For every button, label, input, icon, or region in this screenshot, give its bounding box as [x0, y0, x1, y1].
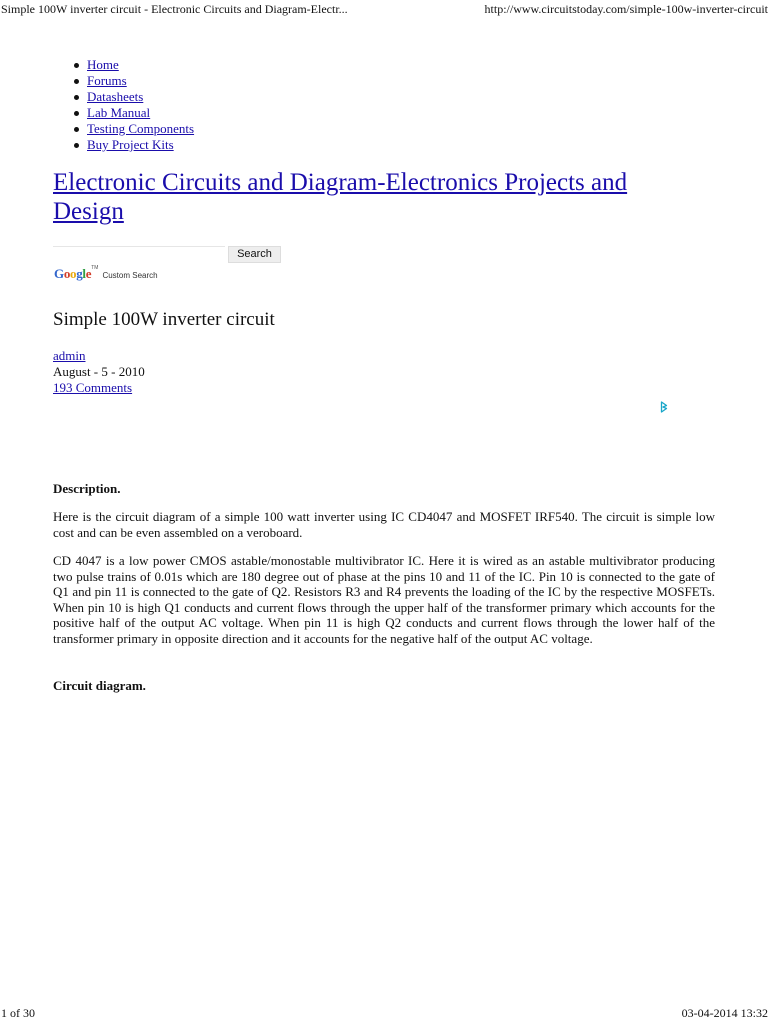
- nav-link-lab-manual[interactable]: Lab Manual: [87, 105, 151, 120]
- nav-item-testing-components: [70, 121, 194, 137]
- nav-item-datasheets: [70, 89, 194, 105]
- post-comments-link[interactable]: 193 Comments: [53, 380, 133, 395]
- post-author-link[interactable]: admin: [53, 348, 86, 363]
- post-title: Simple 100W inverter circuit: [53, 309, 275, 330]
- site-title: [53, 168, 693, 226]
- search-button[interactable]: Search: [228, 246, 281, 263]
- nav-link-home[interactable]: Home: [87, 57, 119, 72]
- page-number: 1 of 30: [1, 1006, 35, 1020]
- bullet-icon: [74, 143, 79, 148]
- post-meta: [53, 348, 145, 396]
- nav-link-buy-project-kits[interactable]: Buy Project Kits: [87, 137, 174, 152]
- nav-item-home: [70, 57, 194, 73]
- site-title-link[interactable]: Electronic Circuits and Diagram-Electronics Projects and Design: [53, 169, 628, 225]
- print-header: [1, 2, 768, 18]
- bullet-icon: [74, 63, 79, 68]
- nav-link-testing-components[interactable]: Testing Components: [87, 121, 195, 136]
- bullet-icon: [74, 111, 79, 116]
- ad-choices-icon[interactable]: [660, 401, 668, 413]
- print-footer: [1, 1006, 768, 1022]
- description-paragraph-2: CD 4047 is a low power CMOS astable/monostable multivibrator IC. Here it is wired as an astable multivibrator producing two pulse trains of 0.01s which are 180 degree out of phase at the pins 10 and 11 of the IC. Pin 10 is connected to the gate of Q1 and pin 11 is connected to the gate of Q2. Resistors R3 and R4 prevents the loading of the IC by the respective MOSFETs. When pin 10 is high Q1 conducts and current flows through the upper half of the transformer primary which accounts for the positive half of the output AC voltage. When pin 11 is high Q2 conducts and current flows through the lower half of the transformer primary in opposite direction and it accounts for the negative half of the output AC voltage.: [53, 553, 715, 646]
- google-custom-search-brand: [54, 265, 158, 281]
- google-logo: Google: [54, 266, 92, 281]
- nav-item-lab-manual: [70, 105, 194, 121]
- nav-item-buy-project-kits: [70, 137, 194, 153]
- print-datetime: 03-04-2014 13:32: [681, 1006, 768, 1020]
- print-header-title: Simple 100W inverter circuit - Electronic Circuits and Diagram-Electr...: [1, 2, 348, 16]
- nav-link-datasheets[interactable]: Datasheets: [87, 89, 144, 104]
- print-header-url: http://www.circuitstoday.com/simple-100w-inverter-circuit: [484, 2, 768, 16]
- bullet-icon: [74, 95, 79, 100]
- post-date: August - 5 - 2010: [53, 364, 145, 379]
- bullet-icon: [74, 127, 79, 132]
- bullet-icon: [74, 79, 79, 84]
- search-input[interactable]: [53, 246, 225, 263]
- nav-link-forums[interactable]: Forums: [87, 73, 127, 88]
- circuit-diagram-heading: Circuit diagram.: [53, 678, 146, 693]
- nav-item-forums: [70, 73, 194, 89]
- description-heading: Description.: [53, 481, 121, 496]
- google-trademark: TM: [91, 265, 99, 271]
- custom-search-label: Custom Search: [102, 271, 158, 280]
- description-paragraph-1: Here is the circuit diagram of a simple 100 watt inverter using IC CD4047 and MOSFET IRF540. The circuit is simple low cost and can be even assembled on a veroboard.: [53, 509, 715, 540]
- top-nav: [70, 57, 194, 153]
